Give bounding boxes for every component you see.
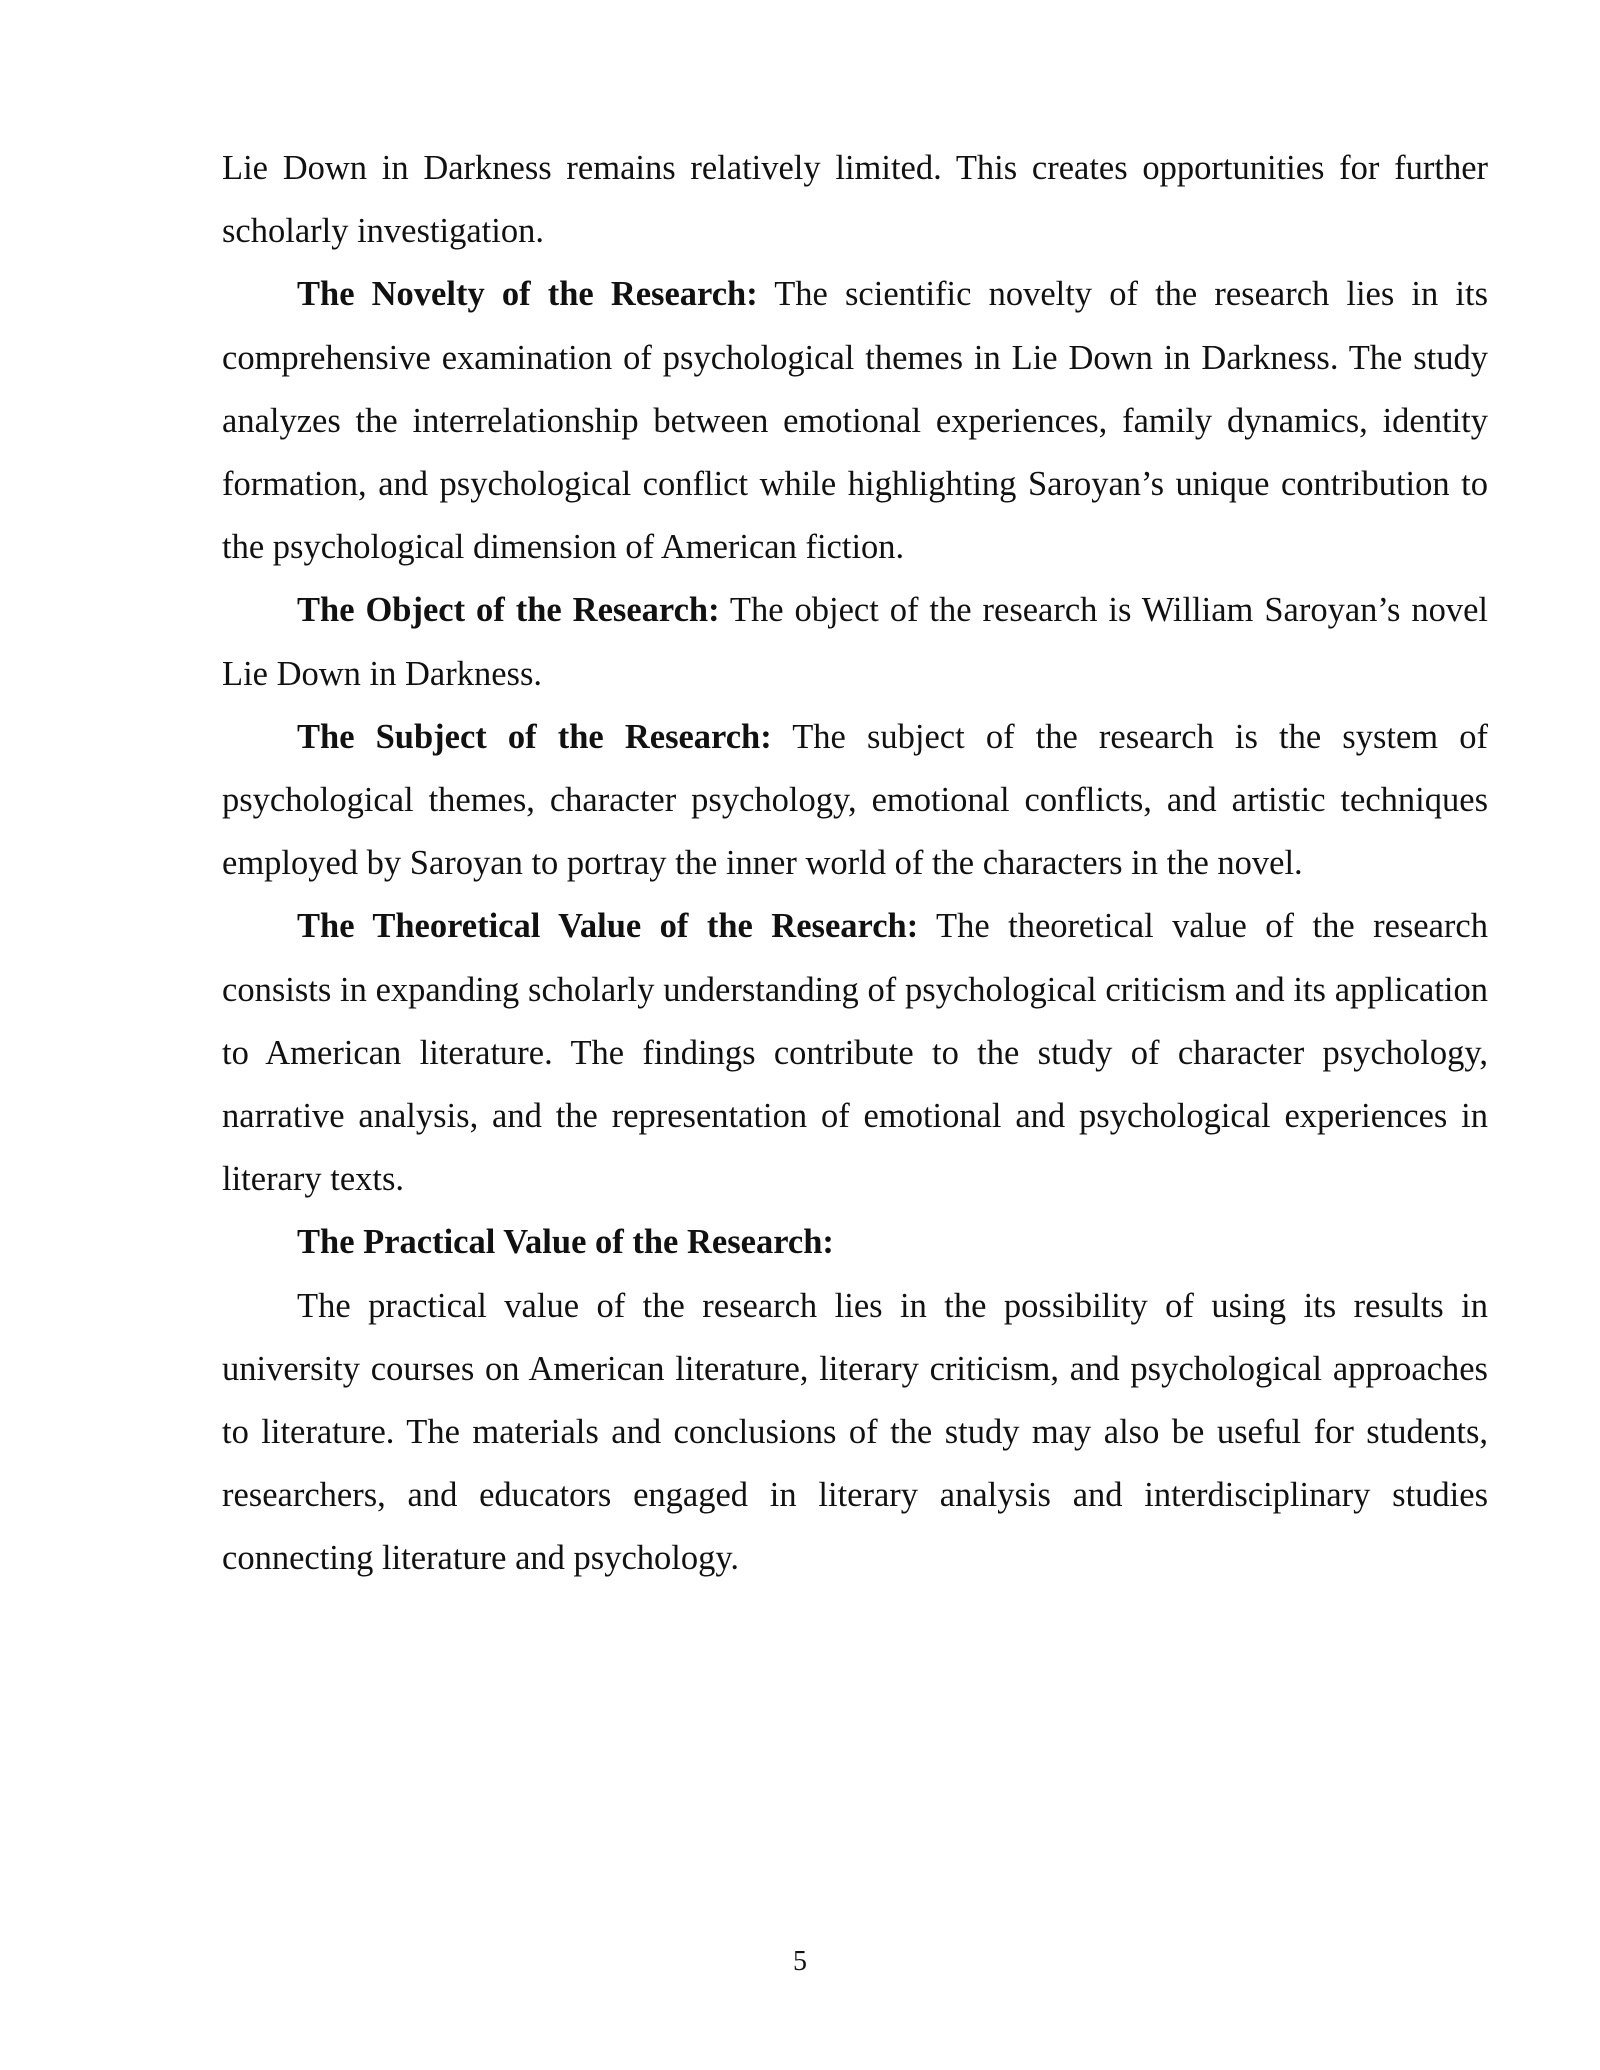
intro-paragraph: Lie Down in Darkness remains relatively limited. This creates opportunities for further scholarly investigation. — [222, 149, 1488, 251]
object-paragraph — [222, 579, 1488, 705]
novelty-heading: The Novelty of the Research: — [297, 275, 758, 314]
theoretical-heading: The Theoretical Value of the Research: — [297, 907, 919, 946]
page-number: 5 — [793, 1946, 807, 1977]
practical-paragraph: The practical value of the research lies in the possibility of using its results in university courses on American literature, literary criticism, and psychological approaches to literature. The materials and conclusions of the study may also be useful for students, researchers, and educators engaged in literary analysis and interdisciplinary studies connecting literature and psychology. — [222, 1286, 1488, 1578]
object-text: The object of the research is William Saroyan’s novel Lie Down in Darkness. — [222, 591, 1488, 693]
object-heading: The Object of the Research: — [297, 591, 720, 630]
novelty-text: The scientific novelty of the research lies in its comprehensive examination of psychological themes in Lie Down in Darkness. The study analyzes the interrelationship between emotional experiences, family dynamics, identity formation, and psychological conflict while highlighting Saroyan’s unique contribution to the psychological dimension of American fiction. — [222, 275, 1488, 567]
practical-heading: The Practical Value of the Research: — [297, 1223, 834, 1262]
subject-paragraph — [222, 706, 1488, 896]
subject-text: The subject of the research is the system of psychological themes, character psychology, emotional conflicts, and artistic techniques employed by Saroyan to portray the inner world of the characters in the novel. — [222, 717, 1488, 883]
theoretical-paragraph — [222, 895, 1488, 1211]
novelty-paragraph — [222, 263, 1488, 579]
body-text — [222, 137, 1488, 1591]
theoretical-text: The theoretical value of the research consists in expanding scholarly understanding of psychological criticism and its application to American literature. The findings contribute to the study of character psychology, narrative analysis, and the representation of emotional and psychological experiences in literary texts. — [222, 907, 1488, 1199]
subject-heading: The Subject of the Research: — [297, 717, 772, 756]
